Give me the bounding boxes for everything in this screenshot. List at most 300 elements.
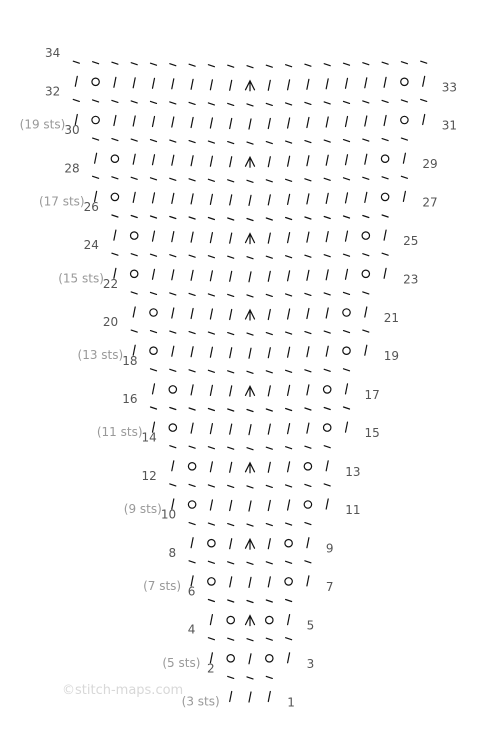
purl-symbol [112, 62, 118, 64]
purl-symbol [247, 371, 253, 373]
purl-symbol [228, 562, 234, 564]
purl-symbol [208, 294, 214, 296]
purl-symbol [363, 254, 369, 256]
purl-symbol [131, 139, 137, 141]
knit-symbol [365, 345, 367, 355]
knit-symbol [153, 78, 155, 88]
purl-symbol [324, 408, 330, 410]
purl-symbol [363, 63, 369, 65]
purl-symbol [266, 409, 272, 411]
purl-symbol [286, 561, 292, 563]
knit-symbol [307, 118, 309, 128]
purl-symbol [266, 218, 272, 220]
knit-symbol [268, 501, 270, 511]
knit-symbol [153, 193, 155, 203]
purl-symbol [151, 101, 157, 103]
row-label [365, 388, 380, 402]
purl-symbol [324, 484, 330, 486]
knit-symbol [191, 194, 193, 204]
row-number: 19 [383, 349, 400, 364]
purl-symbol [189, 217, 195, 219]
double-decrease-symbol [246, 616, 255, 626]
knit-symbol [268, 80, 270, 90]
row-label [207, 661, 215, 675]
row-label [403, 234, 418, 248]
purl-symbol [170, 102, 176, 104]
row-number: 24 [83, 238, 99, 253]
watermark: ©stitch-maps.com [62, 683, 184, 698]
knit-symbol [288, 385, 290, 395]
knit-symbol [230, 539, 232, 549]
chart-row [189, 561, 311, 565]
purl-symbol [266, 142, 272, 144]
purl-symbol [324, 140, 330, 142]
row-number: 5 [306, 618, 315, 633]
yarn-over-symbol [150, 309, 157, 316]
purl-symbol [170, 446, 176, 448]
double-decrease-symbol [246, 539, 255, 549]
knit-symbol [191, 232, 193, 242]
purl-symbol [382, 100, 388, 102]
row-label [122, 392, 137, 406]
purl-symbol [305, 255, 311, 257]
knit-symbol [230, 501, 232, 511]
chart-row [210, 615, 289, 626]
yarn-over-symbol [324, 386, 331, 393]
knit-symbol [268, 195, 270, 205]
purl-symbol [305, 484, 311, 486]
yarn-over-symbol [227, 616, 234, 623]
purl-symbol [170, 369, 176, 371]
purl-symbol [305, 179, 311, 181]
purl-symbol [344, 254, 350, 256]
purl-symbol [73, 99, 79, 101]
purl-symbol [324, 64, 330, 66]
chart-row [230, 692, 271, 703]
purl-symbol [266, 103, 272, 105]
knit-symbol [307, 347, 309, 357]
double-decrease-symbol [246, 310, 255, 320]
row-label [97, 425, 380, 440]
purl-symbol [131, 63, 137, 65]
purl-symbol [305, 523, 311, 525]
stitch-count: (7 sts) [143, 578, 182, 593]
purl-symbol [112, 100, 118, 102]
purl-symbol [247, 601, 253, 603]
chart-row [75, 115, 424, 130]
purl-symbol [266, 447, 272, 449]
knit-symbol [365, 154, 367, 164]
purl-symbol [73, 61, 79, 63]
chart-row [93, 138, 408, 144]
yarn-over-symbol [343, 309, 350, 316]
purl-symbol [208, 485, 214, 487]
purl-symbol [421, 61, 427, 63]
knit-symbol [346, 231, 348, 241]
row-number: 10 [160, 507, 177, 522]
knit-symbol [172, 232, 174, 242]
yarn-over-symbol [92, 78, 99, 85]
knit-symbol [133, 154, 135, 164]
yarn-over-symbol [362, 270, 369, 277]
stitch-count: (5 sts) [162, 655, 201, 670]
purl-symbol [401, 62, 407, 64]
row-label [326, 542, 334, 556]
purl-symbol [170, 484, 176, 486]
purl-symbol [344, 140, 350, 142]
knit-symbol [210, 462, 212, 472]
purl-symbol [208, 179, 214, 181]
chart-row [151, 369, 350, 374]
knit-symbol [133, 192, 135, 202]
knit-symbol [114, 116, 116, 126]
row-number: 26 [83, 200, 99, 214]
purl-symbol [247, 677, 253, 679]
knit-symbol [249, 119, 251, 129]
knit-symbol [423, 76, 425, 86]
row-number: 14 [141, 430, 157, 445]
knit-symbol [191, 79, 193, 89]
knit-symbol [210, 309, 212, 319]
row-number: 31 [441, 118, 457, 133]
purl-symbol [93, 176, 99, 178]
yarn-over-symbol [324, 424, 331, 431]
knit-symbol [268, 157, 270, 167]
purl-symbol [228, 638, 234, 640]
chart-row [114, 230, 386, 244]
knit-symbol [326, 155, 328, 165]
purl-symbol [112, 177, 118, 179]
knit-symbol [346, 269, 348, 279]
row-label [20, 118, 457, 133]
knit-symbol [288, 156, 290, 166]
yarn-over-symbol [401, 116, 408, 123]
purl-symbol [151, 331, 157, 333]
purl-symbol [247, 257, 253, 259]
knit-symbol [346, 422, 348, 432]
row-label [422, 157, 437, 171]
knit-symbol [384, 268, 386, 278]
knit-symbol [326, 499, 328, 509]
knit-symbol [346, 78, 348, 88]
row-label [345, 465, 360, 479]
double-decrease-symbol [246, 157, 255, 167]
knit-symbol [210, 80, 212, 90]
knit-symbol [210, 500, 212, 510]
knit-symbol [210, 385, 212, 395]
purl-symbol [286, 103, 292, 105]
yarn-over-symbol [208, 578, 215, 585]
yarn-over-symbol [150, 347, 157, 354]
knit-symbol [288, 194, 290, 204]
purl-symbol [228, 294, 234, 296]
purl-symbol [324, 217, 330, 219]
chart-row [131, 292, 369, 297]
knit-symbol [288, 500, 290, 510]
purl-symbol [344, 369, 350, 371]
purl-symbol [151, 63, 157, 65]
purl-symbol [305, 408, 311, 410]
stitch-layer [73, 61, 426, 702]
purl-symbol [286, 179, 292, 181]
row-number: 27 [422, 195, 438, 210]
purl-symbol [305, 332, 311, 334]
knit-symbol [153, 269, 155, 279]
yarn-over-symbol [285, 540, 292, 547]
knit-symbol [346, 384, 348, 394]
knit-symbol [288, 347, 290, 357]
chart-row [151, 407, 350, 412]
knit-symbol [230, 348, 232, 358]
row-label [103, 315, 118, 329]
purl-symbol [170, 64, 176, 66]
row-label [122, 354, 137, 368]
purl-symbol [286, 447, 292, 449]
purl-symbol [228, 65, 234, 67]
knit-symbol [153, 155, 155, 165]
knit-symbol [114, 77, 116, 87]
purl-symbol [93, 138, 99, 140]
purl-symbol [247, 333, 253, 335]
purl-symbol [344, 63, 350, 65]
chart-row [191, 538, 309, 550]
purl-symbol [305, 141, 311, 143]
row-number: 8 [168, 545, 177, 560]
purl-symbol [363, 216, 369, 218]
knit-symbol [230, 692, 232, 702]
knit-symbol [268, 119, 270, 129]
purl-symbol [112, 139, 118, 141]
purl-symbol [382, 62, 388, 64]
knit-symbol [153, 117, 155, 127]
purl-symbol [228, 180, 234, 182]
knit-symbol [210, 233, 212, 243]
purl-symbol [266, 676, 272, 678]
yarn-over-symbol [111, 193, 118, 200]
row-label [45, 46, 60, 60]
purl-symbol [266, 180, 272, 182]
purl-symbol [189, 484, 195, 486]
purl-symbol [208, 332, 214, 334]
purl-symbol [247, 562, 253, 564]
purl-symbol [324, 331, 330, 333]
purl-symbol [286, 600, 292, 602]
knit-symbol [403, 153, 405, 163]
row-number: 2 [207, 661, 215, 676]
row-label [103, 277, 118, 291]
purl-symbol [382, 253, 388, 255]
yarn-over-symbol [227, 655, 234, 662]
chart-row [153, 422, 348, 435]
row-number: 7 [325, 579, 334, 594]
purl-symbol [266, 600, 272, 602]
knit-symbol [384, 116, 386, 126]
purl-symbol [344, 216, 350, 218]
knit-symbol [191, 423, 193, 433]
purl-symbol [363, 139, 369, 141]
purl-symbol [247, 486, 253, 488]
purl-symbol [228, 218, 234, 220]
row-label [84, 200, 99, 214]
chart-row [133, 307, 367, 320]
purl-symbol [266, 65, 272, 67]
chart-row [133, 345, 367, 358]
knit-symbol [268, 233, 270, 243]
purl-symbol [324, 102, 330, 104]
purl-symbol [208, 256, 214, 258]
knit-symbol [268, 692, 270, 702]
purl-symbol [228, 600, 234, 602]
knit-symbol [133, 78, 135, 88]
purl-symbol [170, 178, 176, 180]
knit-symbol [230, 386, 232, 396]
row-number: 32 [45, 84, 61, 99]
purl-symbol [170, 217, 176, 219]
knit-symbol [326, 79, 328, 89]
purl-symbol [189, 523, 195, 525]
row-label [142, 469, 157, 483]
stitch-count: (13 sts) [77, 348, 124, 363]
row-label [84, 238, 99, 252]
row-label [384, 311, 399, 325]
purl-symbol [112, 253, 118, 255]
double-decrease-symbol [246, 234, 255, 244]
purl-symbol [247, 410, 253, 412]
purl-symbol [189, 179, 195, 181]
purl-symbol [170, 255, 176, 257]
purl-symbol [208, 65, 214, 67]
yarn-over-symbol [208, 540, 215, 547]
purl-symbol [286, 523, 292, 525]
purl-symbol [344, 407, 350, 409]
purl-symbol [344, 101, 350, 103]
chart-row [208, 638, 291, 641]
yarn-over-symbol [343, 347, 350, 354]
purl-symbol [266, 524, 272, 526]
yarn-over-symbol [381, 155, 388, 162]
knit-symbol [288, 462, 290, 472]
knit-symbol [210, 615, 212, 625]
purl-symbol [151, 292, 157, 294]
knit-symbol [230, 424, 232, 434]
chart-row [210, 653, 289, 664]
stitch-count: (19 sts) [19, 117, 66, 132]
purl-symbol [131, 330, 137, 332]
purl-symbol [344, 178, 350, 180]
knit-symbol [210, 271, 212, 281]
knit-symbol [288, 271, 290, 281]
stitch-count: (11 sts) [96, 425, 143, 440]
knit-symbol [326, 232, 328, 242]
knit-symbol [230, 119, 232, 129]
purl-symbol [266, 485, 272, 487]
purl-symbol [382, 139, 388, 141]
purl-symbol [305, 64, 311, 66]
knit-symbol [191, 385, 193, 395]
knit-symbol [230, 462, 232, 472]
purl-symbol [247, 639, 253, 641]
knit-symbol [230, 233, 232, 243]
purl-symbol [170, 408, 176, 410]
row-label [307, 619, 315, 633]
knit-symbol [230, 577, 232, 587]
knit-symbol [307, 309, 309, 319]
row-number: 1 [287, 695, 295, 710]
knit-symbol [75, 76, 77, 86]
purl-symbol [363, 330, 369, 332]
knit-symbol [172, 193, 174, 203]
chart-row [75, 76, 424, 91]
purl-symbol [247, 219, 253, 221]
knit-symbol [268, 462, 270, 472]
row-label [162, 656, 314, 671]
knit-symbol [326, 346, 328, 356]
knit-symbol [288, 233, 290, 243]
purl-symbol [286, 332, 292, 334]
purl-symbol [266, 638, 272, 640]
purl-symbol [208, 141, 214, 143]
chart-row [170, 446, 330, 450]
purl-symbol [228, 409, 234, 411]
row-number: 18 [122, 353, 138, 368]
row-number: 30 [64, 123, 80, 138]
purl-symbol [286, 294, 292, 296]
knit-symbol [307, 385, 309, 395]
knit-symbol [384, 230, 386, 240]
knit-symbol [230, 310, 232, 320]
knit-symbol [172, 461, 174, 471]
knit-symbol [249, 577, 251, 587]
label-layer [20, 46, 457, 709]
row-label [161, 508, 176, 522]
purl-symbol [228, 371, 234, 373]
purl-symbol [151, 140, 157, 142]
purl-symbol [208, 103, 214, 105]
purl-symbol [208, 600, 214, 602]
knit-symbol [249, 272, 251, 282]
purl-symbol [286, 409, 292, 411]
chart-row [172, 499, 328, 511]
knit-symbol [210, 347, 212, 357]
yarn-over-symbol [131, 270, 138, 277]
knit-symbol [326, 270, 328, 280]
knit-symbol [114, 230, 116, 240]
row-label [188, 623, 196, 637]
knit-symbol [249, 692, 251, 702]
purl-symbol [286, 65, 292, 67]
purl-symbol [208, 561, 214, 563]
knit-symbol [288, 424, 290, 434]
knit-symbol [172, 346, 174, 356]
stitch-count: (3 sts) [181, 694, 220, 709]
knit-symbol [249, 348, 251, 358]
knit-symbol [326, 461, 328, 471]
yarn-over-symbol [92, 116, 99, 123]
row-number: 11 [345, 503, 361, 517]
purl-symbol [324, 369, 330, 371]
row-number: 16 [122, 392, 138, 406]
purl-symbol [363, 101, 369, 103]
purl-symbol [228, 103, 234, 105]
knit-symbol [133, 307, 135, 317]
chart-row [170, 484, 330, 488]
knit-symbol [268, 271, 270, 281]
knit-symbol [365, 116, 367, 126]
purl-symbol [170, 140, 176, 142]
purl-symbol [363, 292, 369, 294]
purl-symbol [247, 448, 253, 450]
chart-row [191, 576, 309, 588]
